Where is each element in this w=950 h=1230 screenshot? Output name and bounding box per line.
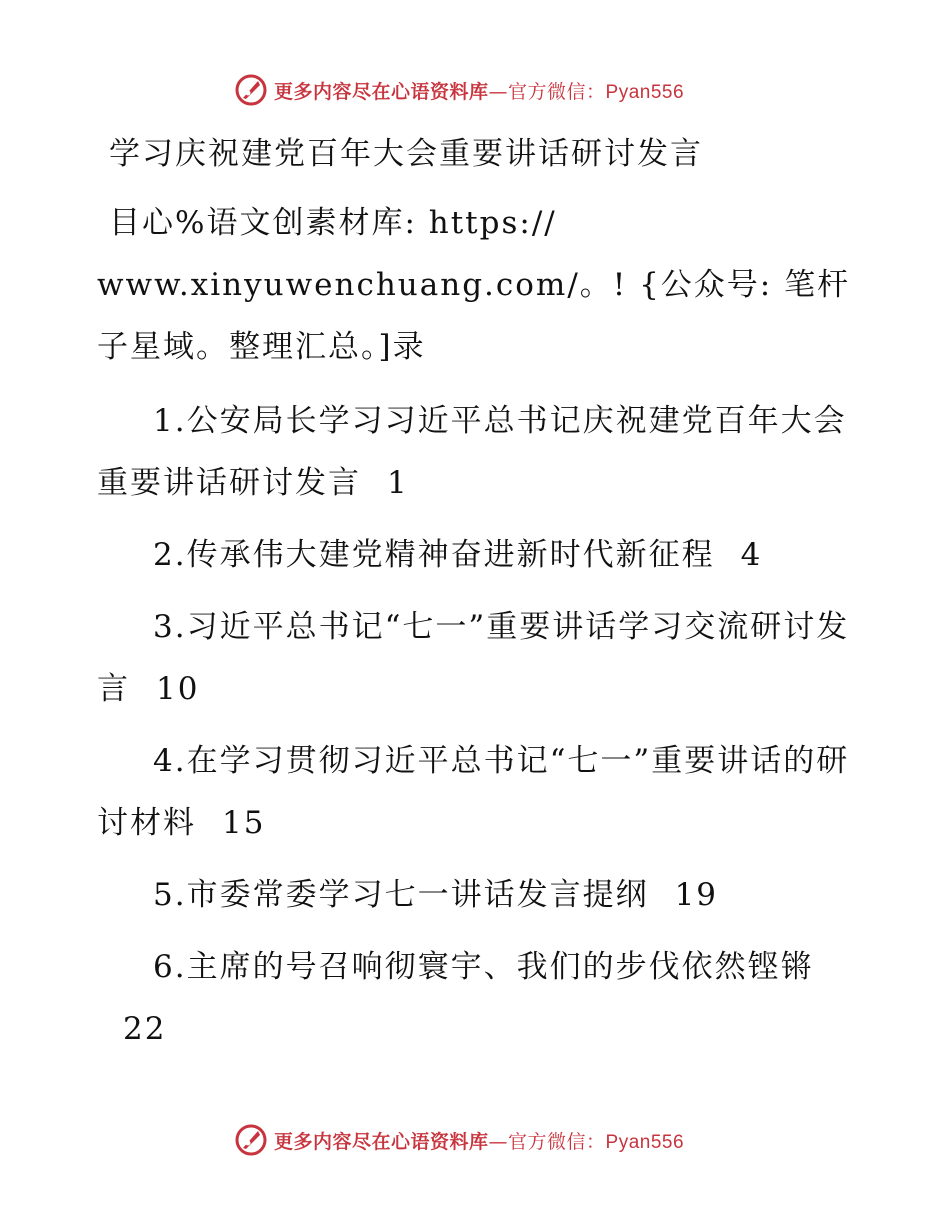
toc-item-text: 5.市委常委学习七一讲话发言提纲 (153, 877, 649, 913)
toc-item-page: 10 (156, 671, 200, 707)
banner-text (274, 77, 684, 104)
toc-item (97, 524, 857, 586)
document-body (97, 120, 857, 1070)
toc-item-page: 15 (222, 805, 266, 841)
toc-item-page: 1 (387, 465, 409, 501)
intro-rest: www.xinyuwenchuang.com/。! {公众号: 笔杆子星域。整理汇总。]录 (97, 267, 851, 365)
toc-item-text: 2.传承伟大建党精神奋进新时代新征程 (153, 537, 715, 573)
banner-text (274, 1127, 684, 1154)
toc-item-page: 19 (674, 877, 719, 913)
toc-item (97, 730, 857, 854)
toc-item (97, 390, 857, 514)
banner-site-text: 更多内容尽在心语资料库 (274, 1130, 489, 1153)
toc-item (97, 596, 857, 720)
banner-site-text: 更多内容尽在心语资料库 (274, 80, 489, 103)
banner-wechat-label: 官方微信： (508, 80, 606, 103)
toc-item-text: 4.在学习贯彻习近平总书记“七一”重要讲话的研讨材料 (97, 743, 850, 841)
intro-line-1: 目心%语文创素材库: https:// (109, 205, 557, 241)
table-of-contents (97, 390, 857, 1060)
document-title: 学习庆祝建党百年大会重要讲话研讨发言 (109, 136, 703, 172)
banner-dash: — (488, 80, 509, 103)
banner-wechat-id: Pyan556 (605, 1131, 685, 1153)
toc-item-page: 4 (740, 537, 763, 573)
toc-item-text: 1.公安局长学习习近平总书记庆祝建党百年大会重要讲话研讨发言 (97, 403, 847, 501)
toc-item (97, 936, 857, 1060)
toc-item (97, 864, 857, 926)
quill-logo-icon (234, 1123, 268, 1157)
banner-dash: — (488, 1130, 509, 1153)
quill-logo-icon (234, 73, 268, 107)
header-banner (234, 70, 684, 110)
footer-banner (234, 1120, 684, 1160)
toc-item-text: 3.习近平总书记“七一”重要讲话学习交流研讨发言 (97, 609, 850, 707)
banner-wechat-id: Pyan556 (605, 81, 685, 103)
toc-item-text: 6.主席的号召响彻寰宇、我们的步伐依然铿锵 (153, 949, 814, 985)
banner-wechat-label: 官方微信： (508, 1130, 606, 1153)
document-intro (97, 192, 857, 378)
toc-item-page: 22 (123, 1011, 167, 1047)
